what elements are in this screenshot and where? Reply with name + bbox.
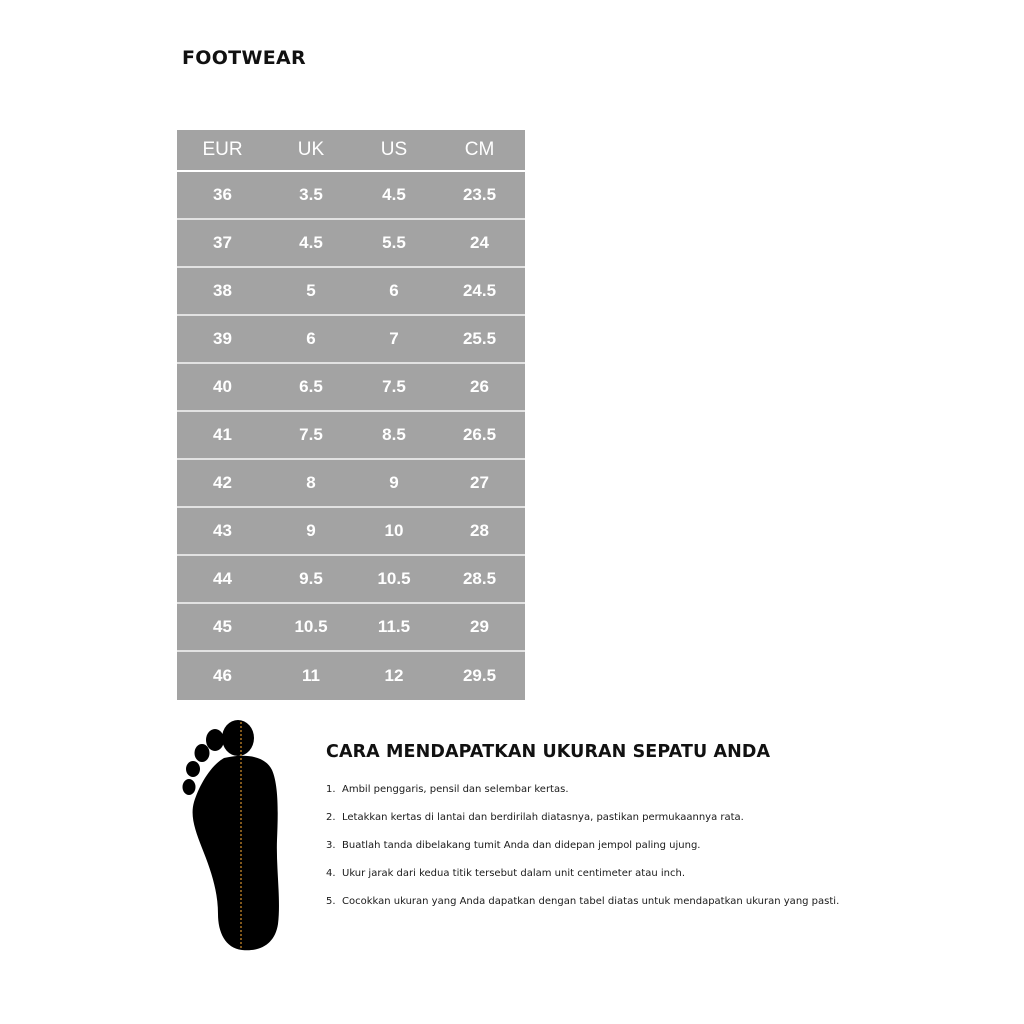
cell-uk: 7.5 [268, 412, 354, 460]
cell-uk: 3.5 [268, 172, 354, 220]
cell-uk: 4.5 [268, 220, 354, 268]
table-row [177, 460, 525, 508]
cell-us: 8.5 [354, 412, 434, 460]
cell-eur: 38 [177, 268, 268, 316]
step-text: Cocokkan ukuran yang Anda dapatkan dengan tabel diatas untuk mendapatkan ukuran yang pasti. [342, 896, 840, 907]
cell-cm: 23.5 [434, 172, 525, 220]
footprint-icon [180, 718, 285, 954]
guide-title: CARA MENDAPATKAN UKURAN SEPATU ANDA [326, 742, 771, 762]
cell-eur: 36 [177, 172, 268, 220]
list-item [326, 888, 946, 916]
cell-cm: 25.5 [434, 316, 525, 364]
cell-uk: 9.5 [268, 556, 354, 604]
header-uk: UK [268, 130, 354, 172]
cell-eur: 44 [177, 556, 268, 604]
cell-uk: 10.5 [268, 604, 354, 652]
cell-us: 6 [354, 268, 434, 316]
cell-us: 11.5 [354, 604, 434, 652]
cell-eur: 46 [177, 652, 268, 700]
measurement-guide [326, 742, 946, 916]
cell-cm: 28.5 [434, 556, 525, 604]
cell-cm: 26 [434, 364, 525, 412]
step-number: 2. [326, 812, 336, 823]
cell-us: 10 [354, 508, 434, 556]
cell-cm: 27 [434, 460, 525, 508]
cell-us: 7 [354, 316, 434, 364]
table-row [177, 364, 525, 412]
step-text: Ambil penggaris, pensil dan selembar kertas. [342, 784, 569, 795]
header-cm: CM [434, 130, 525, 172]
cell-eur: 40 [177, 364, 268, 412]
cell-eur: 39 [177, 316, 268, 364]
table-row [177, 172, 525, 220]
cell-us: 10.5 [354, 556, 434, 604]
cell-eur: 42 [177, 460, 268, 508]
list-item [326, 832, 946, 860]
cell-cm: 28 [434, 508, 525, 556]
list-item [326, 804, 946, 832]
list-item [326, 776, 946, 804]
step-text: Letakkan kertas di lantai dan berdirilah diatasnya, pastikan permukaannya rata. [342, 812, 744, 823]
step-number: 5. [326, 896, 336, 907]
table-row [177, 604, 525, 652]
table-row [177, 412, 525, 460]
step-text: Buatlah tanda dibelakang tumit Anda dan didepan jempol paling ujung. [342, 840, 701, 851]
table-row [177, 220, 525, 268]
header-eur: EUR [177, 130, 268, 172]
table-row [177, 268, 525, 316]
header-us: US [354, 130, 434, 172]
cell-cm: 24 [434, 220, 525, 268]
page-title: FOOTWEAR [182, 47, 306, 69]
cell-uk: 9 [268, 508, 354, 556]
cell-eur: 37 [177, 220, 268, 268]
cell-eur: 41 [177, 412, 268, 460]
cell-us: 7.5 [354, 364, 434, 412]
step-text: Ukur jarak dari kedua titik tersebut dalam unit centimeter atau inch. [342, 868, 685, 879]
cell-cm: 24.5 [434, 268, 525, 316]
cell-eur: 45 [177, 604, 268, 652]
table-row [177, 556, 525, 604]
cell-us: 12 [354, 652, 434, 700]
table-row [177, 652, 525, 700]
cell-uk: 11 [268, 652, 354, 700]
steps-list [326, 776, 946, 916]
cell-uk: 6.5 [268, 364, 354, 412]
table-header-row [177, 130, 525, 172]
list-item [326, 860, 946, 888]
cell-uk: 5 [268, 268, 354, 316]
cell-cm: 29.5 [434, 652, 525, 700]
size-chart-table [177, 130, 525, 700]
table-row [177, 508, 525, 556]
cell-cm: 26.5 [434, 412, 525, 460]
step-number: 4. [326, 868, 336, 879]
cell-uk: 6 [268, 316, 354, 364]
table-row [177, 316, 525, 364]
cell-us: 5.5 [354, 220, 434, 268]
step-number: 3. [326, 840, 336, 851]
cell-us: 4.5 [354, 172, 434, 220]
cell-us: 9 [354, 460, 434, 508]
cell-uk: 8 [268, 460, 354, 508]
step-number: 1. [326, 784, 336, 795]
cell-eur: 43 [177, 508, 268, 556]
cell-cm: 29 [434, 604, 525, 652]
